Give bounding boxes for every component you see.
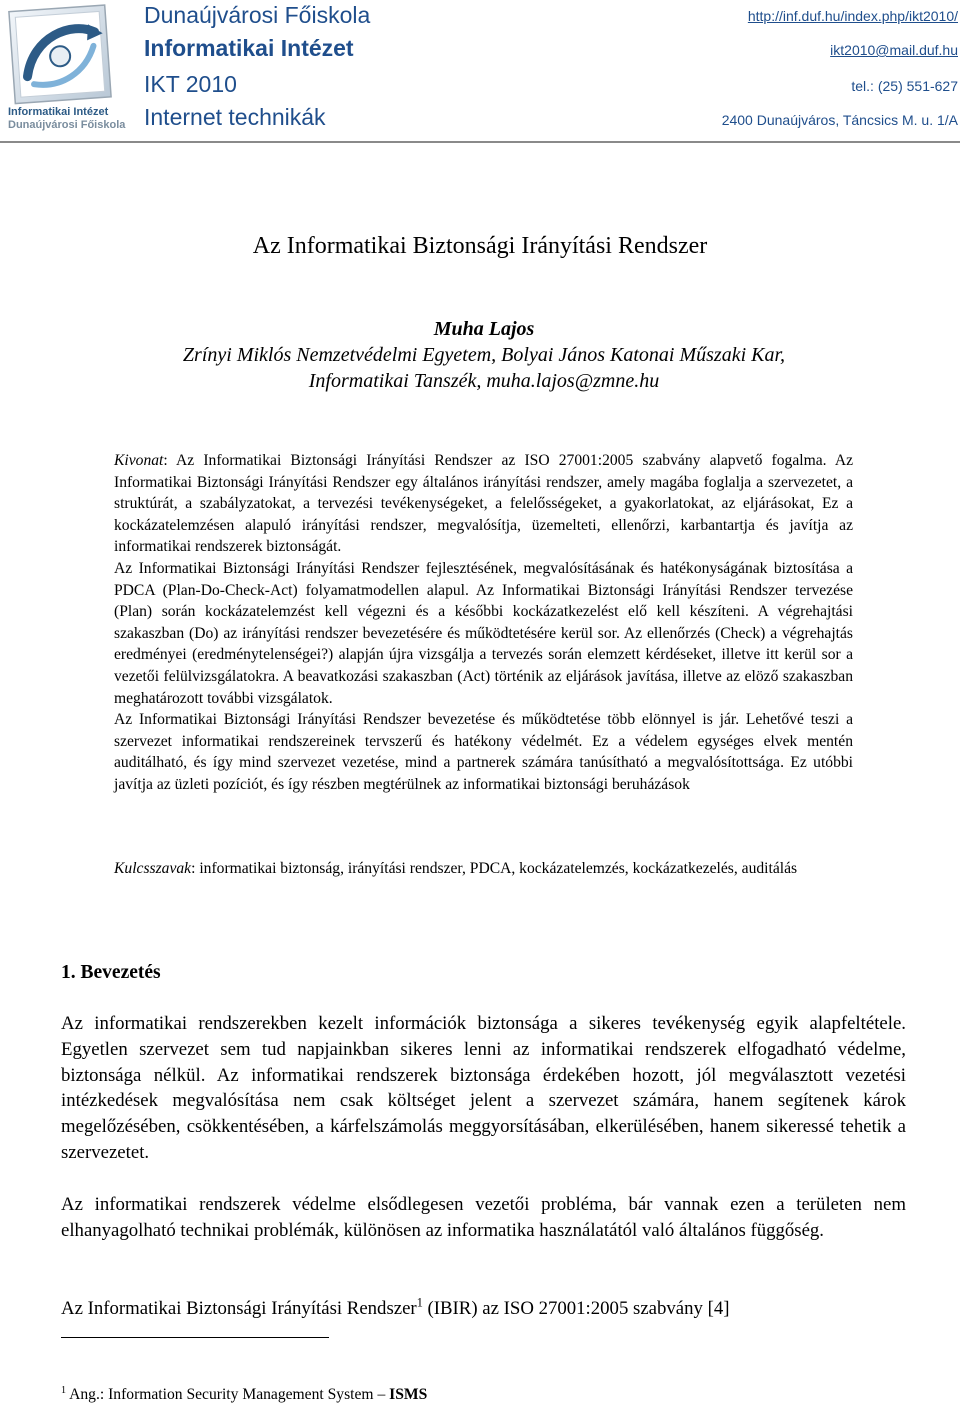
footnote: [61, 1385, 427, 1405]
abstract-paragraph-3: Az Informatikai Biztonsági Irányítási Rendszer bevezetése és működtetése több elönnyel is jár. Lehetővé teszi a szervezet informatikai rendszereinek tervszerű és hatékony védelmét. Ez a védelem egységes elvek mentén auditálható, és így mind szervezet vezetése, mind a partnerek számára tanúsítható a megvalósítottsága. Ez utóbbi javítja az üzleti pozíciót, és így részben megtérülnek az informatikai biztonsági beruházások: [114, 711, 853, 793]
header-track-name: Internet technikák: [144, 104, 326, 130]
abstract-label: Kivonat: [114, 452, 164, 469]
author-block: [0, 316, 960, 394]
author-name: Muha Lajos: [433, 318, 535, 340]
header-url-link[interactable]: http://inf.duf.hu/index.php/ikt2010/: [747, 8, 958, 24]
keywords: [114, 858, 853, 880]
abstract-paragraph-1: [114, 450, 853, 558]
abstract: [114, 450, 853, 796]
author-affiliation-line2: Informatikai Tanszék, muha.lajos@zmne.hu: [308, 370, 660, 392]
body-paragraph-3: [61, 1296, 906, 1322]
abstract-text-1: : Az Informatikai Biztonsági Irányítási Rendszer az ISO 27001:2005 szabvány alapvető fogalma. Az Informatikai Biztonsági Irányítási Rendszer egy általános irányítási rendszer, amely magába foglalja a szervezetet, a struktúrát, a szabályzatokat, a tervezési tevékenységeket, a felelősségeket, a gyakorlatokat, az eljárásokat, Ez a kockázatelemzésen alapuló irányítási rendszer, megvalósítja, üzemelteti, ellenőrzi, karbantartja és javítja az informatikai rendszerek biztonságát.: [114, 452, 853, 556]
footnote-text: Ang.: Information Security Management System –: [66, 1386, 390, 1403]
section-heading: 1. Bevezetés: [61, 962, 161, 983]
header-college-name: Dunaújvárosi Főiskola: [144, 2, 371, 28]
footnote-divider: [61, 1337, 329, 1338]
body-paragraph-2: Az informatikai rendszerek védelme elsődlegesen vezetői probléma, bár vannak ezen a területen nem elhanyagolható technikai problémák, különösen az informatika használatától való általános függőség.: [61, 1194, 906, 1241]
header-divider: [0, 141, 960, 143]
body-paragraph-3-tail: (IBIR) az ISO 27001:2005 szabvány [4]: [422, 1298, 730, 1319]
logo-caption-institute: Informatikai Intézet: [8, 106, 109, 118]
author-affiliation-line1: Zrínyi Miklós Nemzetvédelmi Egyetem, Bolyai János Katonai Műszaki Kar,: [182, 344, 786, 366]
keywords-text: : informatikai biztonság, irányítási rendszer, PDCA, kockázatelemzés, kockázatkezelés, auditálás: [191, 860, 798, 877]
header-phone: tel.: (25) 551-627: [851, 78, 958, 94]
header-address: 2400 Dunaújváros, Táncsics M. u. 1/A: [721, 112, 958, 128]
page-header: [0, 0, 960, 142]
footnote-bold: ISMS: [389, 1386, 428, 1403]
header-email-link[interactable]: ikt2010@mail.duf.hu: [830, 42, 958, 58]
body-paragraph-3-text: Az Informatikai Biztonsági Irányítási Rendszer: [61, 1298, 417, 1319]
footnote-reference[interactable]: 1: [416, 1295, 423, 1310]
body-paragraph-1: Az informatikai rendszerekben kezelt információk biztonsága a sikeres tevékenység egyik alapfeltétele. Egyetlen szervezet sem tud napjainkban sikeres lenni az informatikai rendszerek elfogadható védelme, biztonsága nélkül. Az informatikai rendszerek biztonsága érdekében hozott, jól megválasztott vezetési intézkedések megvalósítása nem csak költséget jelent a szervezet számára, hanem segítenek károk megelőzésében, csökkentésében, a kárfelszámolás meggyorsításában, elkerülésében, hanem sikeressé tehetik a szervezetet.: [61, 1013, 906, 1163]
paper-title: Az Informatikai Biztonsági Irányítási Rendszer: [252, 233, 708, 259]
header-institute-name: Informatikai Intézet: [144, 35, 354, 61]
abstract-paragraph-2: Az Informatikai Biztonsági Irányítási Rendszer fejlesztésének, megvalósításának és hatékonyságának biztosítása a PDCA (Plan-Do-Check-Act) folyamatmodellen alapul. Az Informatikai Biztonsági Irányítási Rendszer tervezése (Plan) során kockázatelemzést kell végezni és a későbbi kockázatkezelést elő kell készíteni. A végrehajtási szakaszban (Do) az irányítási rendszer bevezetésére és működtetésére kerül sor. Az ellenőrzés (Check) a végrehajtás eredményei (eredménytelenségei?) alapján újra vizsgálja a tervezés során elemzett kérdéseket, illetve itt kerül sor a vezetői felülvizsgálatokra. A beavatkozási szakaszban (Act) történik az eljárások javítása, illetve az elöző szakaszban meghatározott további vizsgálatok.: [114, 559, 853, 707]
footnote-mark: 1: [61, 1384, 67, 1396]
keywords-label: Kulcsszavak: [114, 860, 192, 877]
header-conference-name: IKT 2010: [144, 71, 237, 97]
logo-caption-college: Dunaújvárosi Főiskola: [8, 119, 126, 131]
